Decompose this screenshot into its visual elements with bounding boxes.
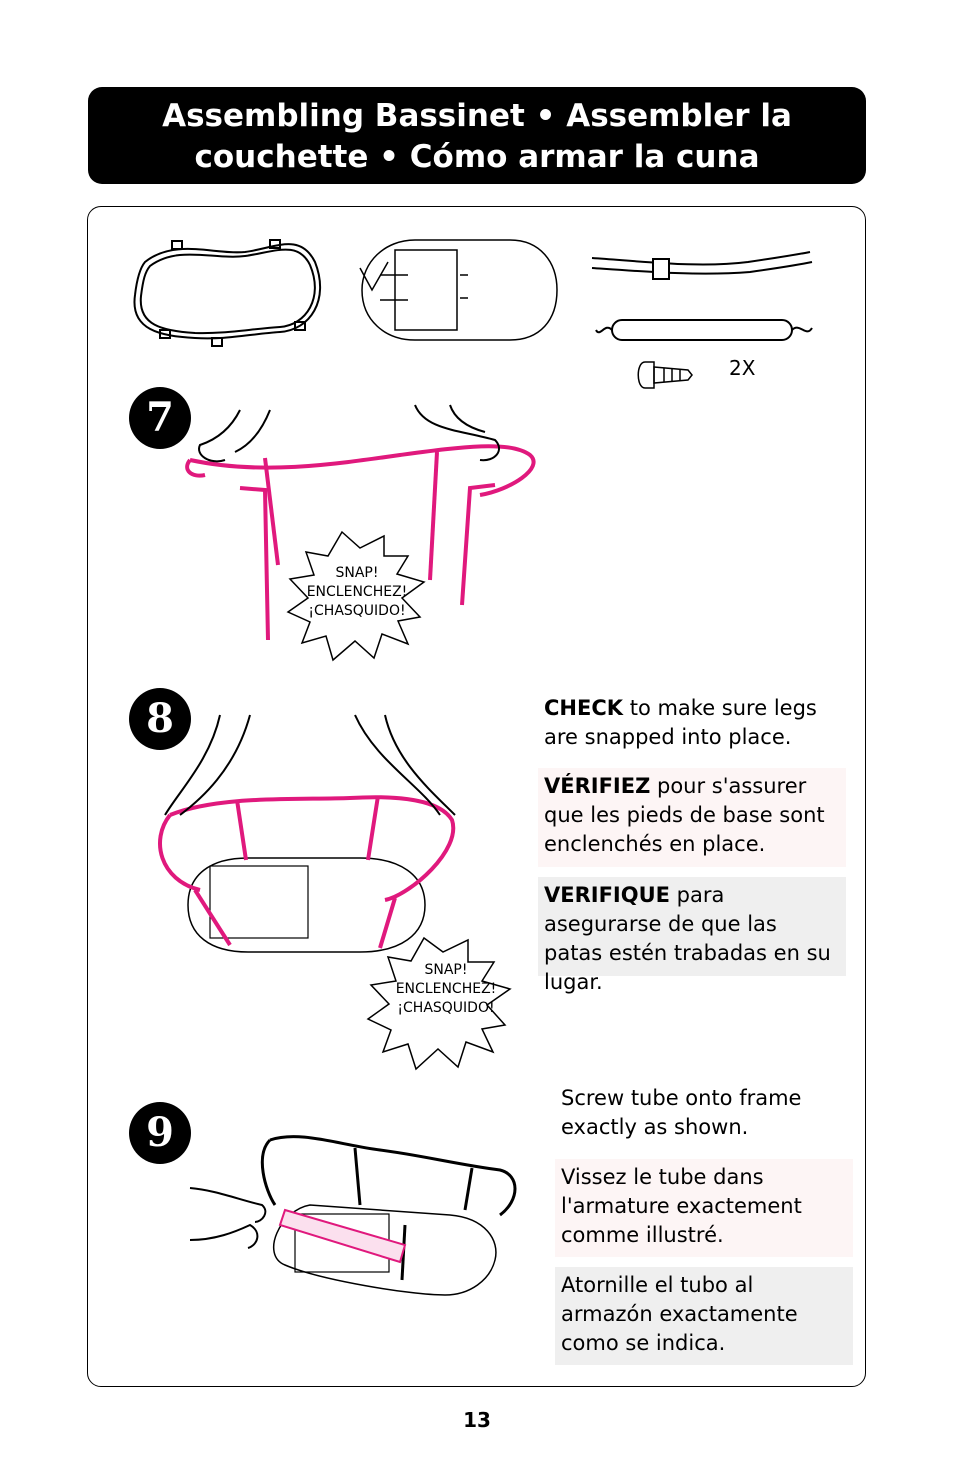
page-number: 13 bbox=[463, 1408, 491, 1432]
snap-text-es: ¡CHASQUIDO! bbox=[308, 603, 406, 619]
step-8-text-es bbox=[538, 877, 846, 994]
step-7-badge: 7 bbox=[129, 387, 191, 449]
step-8-text-en bbox=[538, 690, 846, 756]
step-8-illustration bbox=[160, 715, 455, 952]
straight-tube-part-illustration bbox=[592, 252, 812, 279]
step-9-text-fr: Vissez le tube dans l'armature exactement comme illustré. bbox=[555, 1159, 853, 1257]
step-8-bold-es: VERIFIQUE bbox=[544, 883, 670, 907]
snap-text-en: SNAP! bbox=[424, 962, 468, 978]
snap-text-fr: ENCLENCHEZ! bbox=[306, 584, 408, 600]
step-9-text-es: Atornille el tubo al armazón exactamente como se indica. bbox=[555, 1267, 853, 1365]
step-8-bold-fr: VÉRIFIEZ bbox=[544, 774, 651, 798]
frame-ring-part-illustration bbox=[134, 240, 320, 346]
step-9-badge: 9 bbox=[129, 1102, 191, 1164]
screw-part-illustration bbox=[638, 362, 692, 388]
snap-callout-step-7 bbox=[287, 564, 427, 621]
padded-tube-part-illustration bbox=[596, 320, 812, 340]
screw-quantity-label: 2X bbox=[729, 356, 756, 380]
snap-text-es: ¡CHASQUIDO! bbox=[397, 1000, 495, 1016]
step-8-body-es: para asegurarse de que las patas estén trabadas en su lugar. bbox=[544, 883, 831, 994]
snap-text-en: SNAP! bbox=[335, 565, 379, 581]
snap-callout-step-8 bbox=[376, 961, 516, 1018]
step-8-bold-en: CHECK bbox=[544, 696, 624, 720]
title-line-1: Assembling Bassinet • Assembler la bbox=[162, 98, 792, 134]
base-board-part-illustration bbox=[360, 240, 557, 340]
step-8-body-en: to make sure legs are snapped into place. bbox=[544, 696, 817, 749]
step-8-badge: 8 bbox=[129, 688, 191, 750]
title-line-2: couchette • Cómo armar la cuna bbox=[194, 139, 760, 175]
step-8-body-fr: pour s'assurer que les pieds de base sont enclenchés en place. bbox=[544, 774, 825, 856]
step-9-text-en: Screw tube onto frame exactly as shown. bbox=[561, 1086, 802, 1139]
step-9-illustration bbox=[190, 1137, 515, 1295]
snap-text-fr: ENCLENCHEZ! bbox=[395, 981, 497, 997]
step-8-text-fr bbox=[538, 768, 846, 867]
